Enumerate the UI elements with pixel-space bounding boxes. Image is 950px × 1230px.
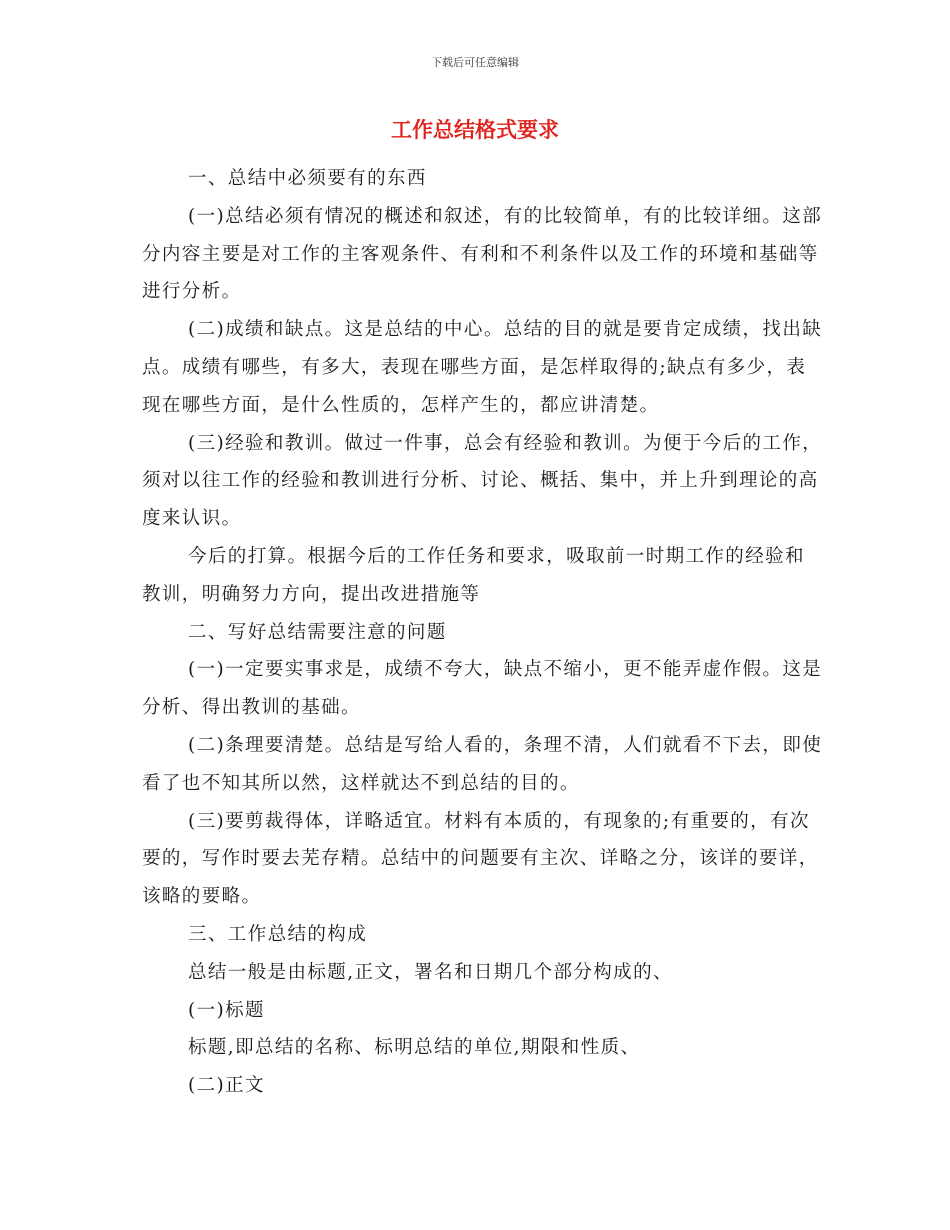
section-heading: 三、工作总结的构成 [188,923,368,945]
paragraph: (三)经验和教训。做过一件事，总会有经验和教训。为便于今后的工作，须对以往工作的经验和教训进行分析、讨论、概括、集中，并上升到理论的高度来认识。 [142,432,823,530]
paragraph: 标题,即总结的名称、标明总结的单位,期限和性质、 [188,1037,641,1059]
paragraph: 总结一般是由标题,正文，署名和日期几个部分构成的、 [188,961,673,983]
paragraph: (二)成绩和缺点。这是总结的中心。总结的目的就是要肯定成绩，找出缺点。成绩有哪些，有多大，表现在哪些方面，是怎样取得的;缺点有多少，表现在哪些方面，是什么性质的，怎样产生的，都应讲清楚。 [142,319,823,416]
section-heading: 一、总结中必须要有的东西 [188,168,427,189]
paragraph: (一)总结必须有情况的概述和叙述，有的比较简单，有的比较详细。这部分内容主要是对工作的主客观条件、有利和不利条件以及工作的环境和基础等进行分析。 [142,205,823,303]
paragraph: (三)要剪裁得体，详略适宜。材料有本质的，有现象的;有重要的，有次要的，写作时要去芜存精。总结中的问题要有主次、详略之分，该详的要详，该略的要略。 [142,810,819,908]
document-title: 工作总结格式要求 [391,118,559,142]
paragraph: 今后的打算。根据今后的工作任务和要求，吸取前一时期工作的经验和教训，明确努力方向，提出改进措施等 [142,545,805,605]
paragraph: (一)一定要实事求是，成绩不夸大，缺点不缩小，更不能弄虚作假。这是分析、得出教训的基础。 [142,659,823,719]
page-header: 下载后可任意编辑 [431,56,519,69]
subheading: (一)标题 [188,999,265,1021]
document-body [142,160,824,1105]
paragraph: (二)条理要清楚。总结是写给人看的，条理不清，人们就看不下去，即使看了也不知其所以然，这样就达不到总结的目的。 [142,734,823,794]
section-heading: 二、写好总结需要注意的问题 [188,621,447,643]
subheading: (二)正文 [188,1075,265,1097]
